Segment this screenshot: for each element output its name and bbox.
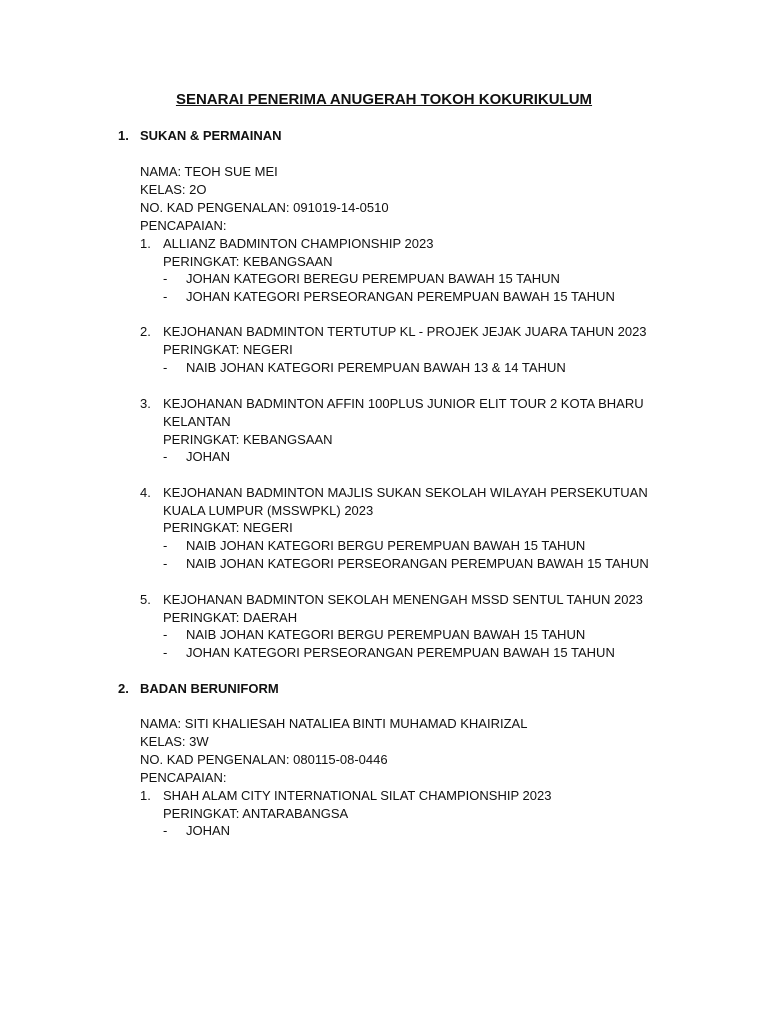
result-dash: - [163,538,168,553]
achievement-result: NAIB JOHAN KATEGORI BERGU PEREMPUAN BAWAH 15 TAHUN [186,627,586,642]
achievement-event: KEJOHANAN BADMINTON MAJLIS SUKAN SEKOLAH WILAYAH PERSEKUTUAN [163,485,648,500]
achievement-result: JOHAN KATEGORI PERSEORANGAN PEREMPUAN BAWAH 15 TAHUN [186,645,615,660]
section-heading: BADAN BERUNIFORM [140,681,279,696]
achievement-number: 5. [140,592,151,607]
achievement-level: PERINGKAT: DAERAH [163,610,298,625]
achievement-level: PERINGKAT: KEBANGSAAN [163,432,333,447]
achievement-level: PERINGKAT: KEBANGSAAN [163,254,333,269]
achievement-result: JOHAN KATEGORI BEREGU PEREMPUAN BAWAH 15 TAHUN [186,271,560,286]
achievement-event: KEJOHANAN BADMINTON AFFIN 100PLUS JUNIOR ELIT TOUR 2 KOTA BHARU [163,396,644,411]
achievement-result: JOHAN [186,823,231,838]
achievement-result: NAIB JOHAN KATEGORI PERSEORANGAN PEREMPUAN BAWAH 15 TAHUN [186,556,649,571]
achievement-event: KEJOHANAN BADMINTON SEKOLAH MENENGAH MSSD SENTUL TAHUN 2023 [163,592,643,607]
document-title: SENARAI PENERIMA ANUGERAH TOKOH KOKURIKULUM [175,91,593,108]
recipient-class: KELAS: 3W [140,734,209,749]
recipient-class: KELAS: 2O [140,182,207,197]
result-dash: - [163,823,168,838]
achievement-event: KEJOHANAN BADMINTON TERTUTUP KL - PROJEK JEJAK JUARA TAHUN 2023 [163,324,647,339]
result-dash: - [163,449,168,464]
result-dash: - [163,645,168,660]
recipient-name: NAMA: TEOH SUE MEI [140,164,278,179]
achievement-event-cont: KELANTAN [163,414,231,429]
result-dash: - [163,360,168,375]
recipient-ic: NO. KAD PENGENALAN: 091019-14-0510 [140,200,389,215]
achievement-result: JOHAN [186,449,231,464]
achievement-number: 2. [140,324,151,339]
section-number: 1. [118,128,129,143]
achievement-event: SHAH ALAM CITY INTERNATIONAL SILAT CHAMPIONSHIP 2023 [163,788,552,803]
result-dash: - [163,627,168,642]
achievement-level: PERINGKAT: NEGERI [163,520,293,535]
section-number: 2. [118,681,129,696]
achievement-number: 4. [140,485,151,500]
recipient-name: NAMA: SITI KHALIESAH NATALIEA BINTI MUHAMAD KHAIRIZAL [140,716,528,731]
achievement-number: 3. [140,396,151,411]
achievement-result: JOHAN KATEGORI PERSEORANGAN PEREMPUAN BAWAH 15 TAHUN [186,289,615,304]
achievement-event-cont: KUALA LUMPUR (MSSWPKL) 2023 [163,503,374,518]
achievement-event: ALLIANZ BADMINTON CHAMPIONSHIP 2023 [163,236,434,251]
achievement-number: 1. [140,236,151,251]
achievement-level: PERINGKAT: NEGERI [163,342,293,357]
achievement-result: NAIB JOHAN KATEGORI BERGU PEREMPUAN BAWAH 15 TAHUN [186,538,586,553]
result-dash: - [163,271,168,286]
achievement-number: 1. [140,788,151,803]
recipient-ic: NO. KAD PENGENALAN: 080115-08-0446 [140,752,388,767]
achievement-level: PERINGKAT: ANTARABANGSA [163,806,349,821]
achievements-label: PENCAPAIAN: [140,218,227,233]
result-dash: - [163,289,168,304]
achievements-label: PENCAPAIAN: [140,770,227,785]
result-dash: - [163,556,168,571]
section-heading: SUKAN & PERMAINAN [140,128,282,143]
achievement-result: NAIB JOHAN KATEGORI PEREMPUAN BAWAH 13 & 14 TAHUN [186,360,566,375]
